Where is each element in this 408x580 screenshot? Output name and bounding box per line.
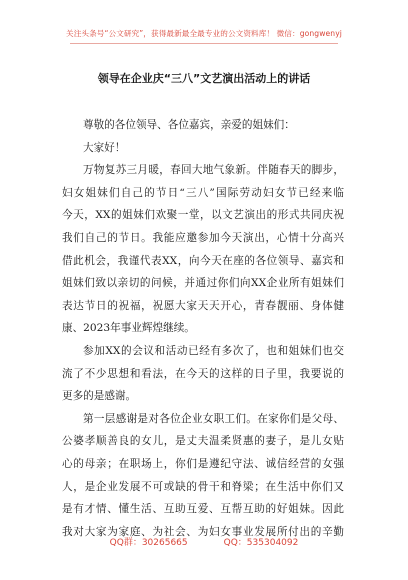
body-line: 心的母亲；在职场上，你们是遵纪守法、诚信经营的女强 — [62, 457, 344, 470]
body-line: 尊敬的各位领导、各位嘉宾，亲爱的姐妹们： — [83, 119, 295, 131]
body-line: 借此机会，我谨代表XX，向今天在座的各位领导、嘉宾和 — [62, 254, 344, 267]
body-line: 表达节日的祝福，祝愿大家天天开心，青春靓丽、身体健 — [62, 299, 344, 312]
body-line: 流了不少思想和看法，在今天的这样的日子里，我要说的 — [62, 367, 344, 380]
document-body — [62, 114, 344, 543]
body-line: 我们自己的节日。我能应邀参加今天演出，心情十分高兴 — [62, 231, 344, 244]
body-line: 人，是企业发展不可或缺的骨干和脊梁；在生活中你们又 — [62, 480, 344, 493]
footer-contact — [0, 535, 408, 548]
body-line: 更多的是感谢。 — [62, 390, 137, 403]
body-line: 万物复苏三月暖，春回大地气象新。伴随春天的脚步， — [83, 164, 344, 177]
footer-qq-group: QQ群：30265665 — [109, 538, 188, 548]
body-line: 第一层感谢是对各位企业女职工们。在家你们是父母、 — [83, 412, 344, 425]
header-note: 关注头条号“公文研究”，获得最新最全最专业的公文资料库！ 微信：gongwenyj — [66, 29, 342, 38]
document-title: 领导在企业庆“三八”文艺演出活动上的讲话 — [97, 72, 311, 85]
body-line: 是有才情、懂生活、互助互爱、互帮互助的好姐妹。因此 — [62, 503, 344, 516]
body-line: 妇女姐妹们自己的节日“三八”国际劳动妇女节已经来临 — [62, 186, 344, 199]
body-line: 我对大家为家庭、为社会、为妇女事业发展所付出的辛勤 — [62, 525, 344, 538]
body-line: 今天，XX的姐妹们欢聚一堂，以文艺演出的形式共同庆祝 — [62, 209, 344, 222]
header-divider — [70, 43, 338, 44]
body-line: 公婆孝顺善良的女儿，是丈夫温柔贤惠的妻子，是儿女贴 — [62, 435, 344, 448]
body-line: 大家好！ — [83, 141, 126, 154]
body-line: 参加XX的会议和活动已经有多次了，也和姐妹们也交 — [83, 344, 344, 357]
body-line: 康、2023年事业辉煌继续。 — [62, 322, 195, 335]
footer-qq: QQ：535304092 — [223, 538, 299, 548]
body-line: 姐妹们致以亲切的问候，并通过你们向XX企业所有姐妹们 — [62, 277, 344, 290]
